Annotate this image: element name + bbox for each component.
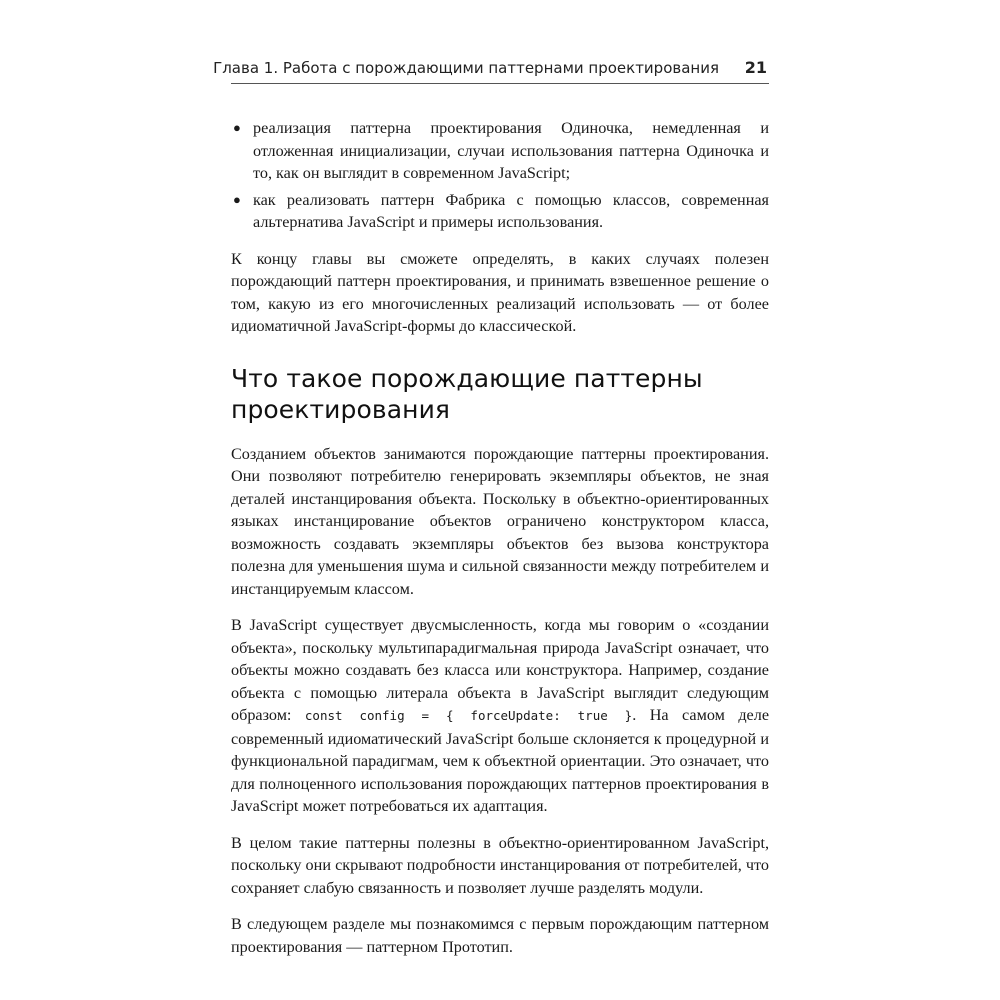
list-item: [231, 117, 769, 185]
paragraph-with-code: [231, 614, 769, 818]
section-heading: Что такое порождающие паттерны проектирования: [231, 363, 703, 424]
list-item-text: как реализовать паттерн Фабрика с помощью классов, современная альтернатива JavaScript и примеры использования.: [253, 190, 769, 231]
bullet-list: [231, 117, 769, 234]
paragraph: Созданием объектов занимаются порождающие паттерны проектирования. Они позволяют потребителю генерировать экземпляры объектов, не зная деталей инстанцирования объекта. Поскольку в объектно-ориентированных языках инстанцирование объектов ограничено конструктором класса, возможность создавать экземпляры объектов без вызова конструктора полезна для уменьшения шума и сильной связанности между потребителем и инстанцируемым классом.: [231, 444, 769, 598]
page-number: 21: [744, 58, 767, 77]
bullet-icon: ●: [233, 191, 241, 207]
list-item-text: реализация паттерна проектирования Одиночка, немедленная и отложенная инициализации, случаи использования паттерна Одиночка и то, как он выглядит в современном JavaScript;: [253, 119, 769, 182]
running-head: [213, 57, 769, 81]
intro-paragraph: К концу главы вы сможете определять, в каких случаях полезен порождающий паттерн проектирования, и принимать взвешенное решение о том, какую из его многочисленных реализаций использовать — от более идиоматичной JavaScript-формы до классической.: [231, 249, 769, 335]
chapter-title: Глава 1. Работа с порождающими паттернами проектирования: [213, 59, 719, 77]
bullet-icon: ●: [233, 120, 241, 135]
inline-code: const config = { forceUpdate: true }: [304, 708, 633, 723]
paragraph-text: . На самом деле современный идиоматический JavaScript больше склоняется к процедурной и функциональной парадигмам, чем к объектной ориентации. Это означает, что для полноценного использования порождающих паттернов проектирования в JavaScript может потребоваться их адаптация.: [231, 706, 769, 815]
paragraph-text: В JavaScript существует двусмысленность, когда мы говорим о «создании объекта», поскольку мультипарадигмальная природа JavaScript означает, что объекты можно создавать без класса или конструктора. Например, создание объекта с помощью литерала объекта в JavaScript выглядит следующим образом:: [231, 616, 769, 724]
paragraph: В следующем разделе мы познакомимся с первым порождающим паттерном проектирования — паттерном Прототип.: [231, 915, 769, 956]
header-rule: [231, 83, 769, 84]
paragraph: В целом такие паттерны полезны в объектно-ориентированном JavaScript, поскольку они скрывают подробности инстанцирования от потребителей, что сохраняет слабую связанность и позволяет лучше разделять модули.: [231, 833, 769, 897]
list-item: [231, 189, 769, 234]
body-text: [231, 117, 769, 958]
